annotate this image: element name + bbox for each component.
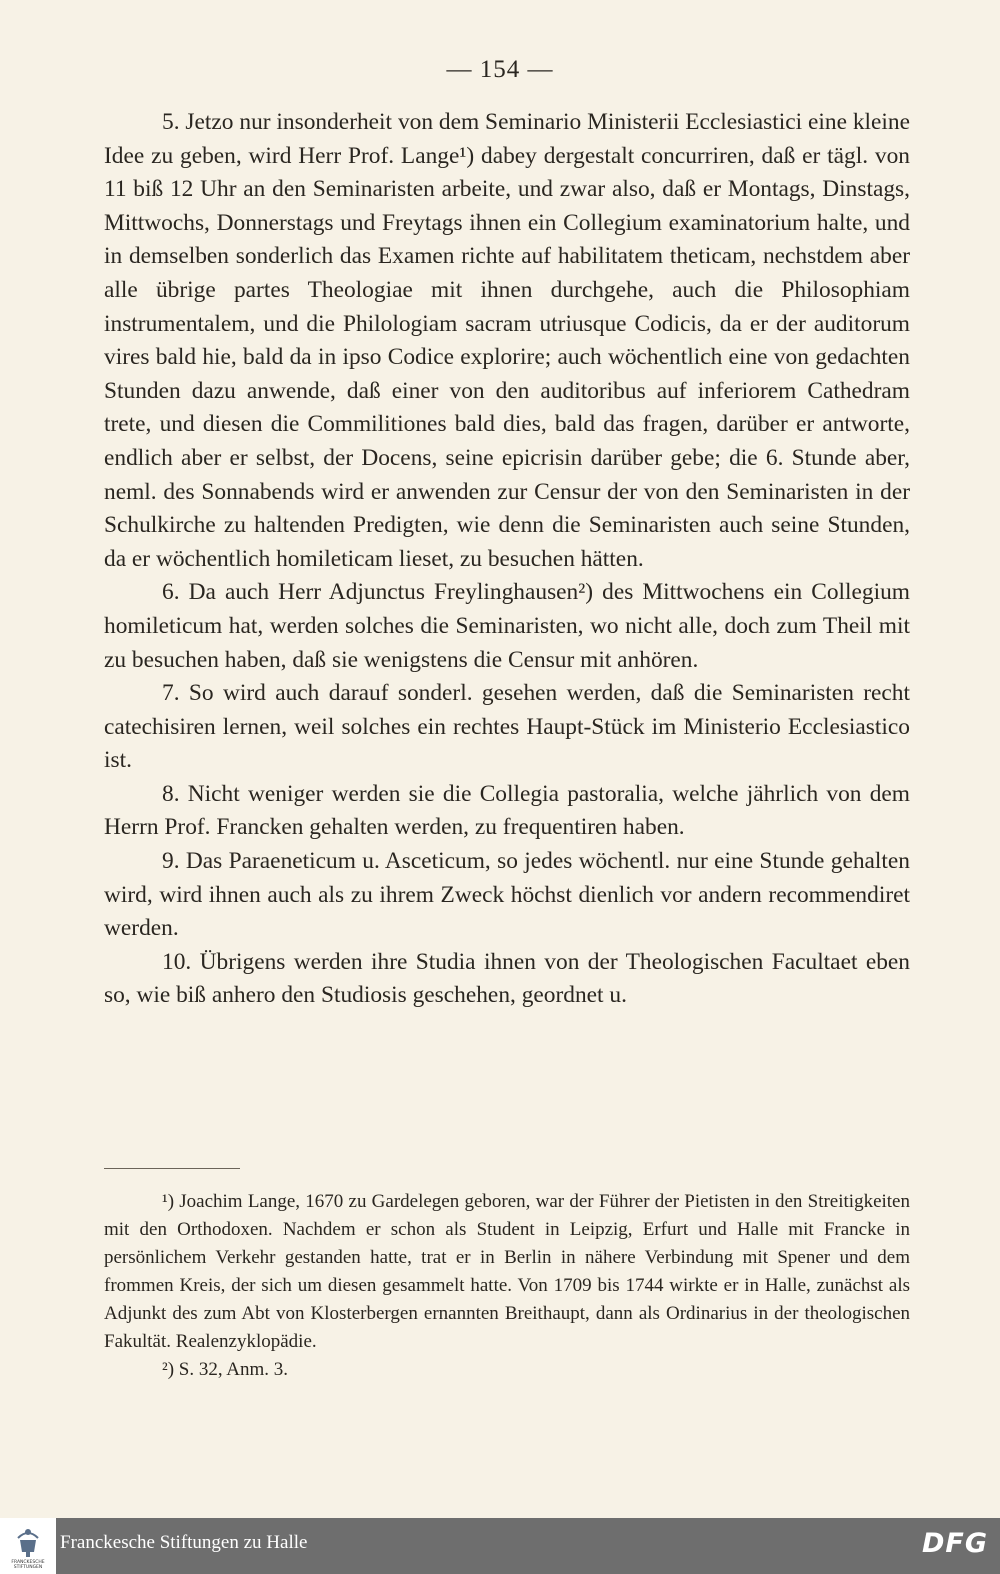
francke-logo[interactable] xyxy=(0,1518,56,1574)
main-text xyxy=(104,106,910,1013)
paragraph-5: 5. Jetzo nur insonderheit von dem Seminario Ministerii Ecclesiastici eine kleine Idee zu geben, wird Herr Prof. Lange¹) dabey dergestalt concurriren, daß er tägl. von 11 biß 12 Uhr an den Seminaristen arbeite, und zwar also, daß er Montags, Dinstags, Mittwochs, Donnerstags und Freytags ihnen ein Collegium examinatorium halte, und in demselben sonderlich das Examen richte auf habilitatem theticam, nechstdem aber alle übrige partes Theologiae mit ihnen durchgehe, auch die Philosophiam instrumentalem, und die Philologiam sacram utriusque Codicis, da er der auditorum vires bald hie, bald da in ipso Codice explorire; auch wöchentlich eine von gedachten Stunden dazu anwende, daß einer von den auditoribus auf inferiorem Cathedram trete, und diesen die Commilitiones bald dies, bald das fragen, darüber er antworte, endlich aber er selbst, der Docens, seine epicrisin darüber gebe; die 6. Stunde aber, neml. des Sonnabends wird er anwenden zur Censur der von den Seminaristen in der Schulkirche zu haltenden Predigten, wie denn die Seminaristen auch seine Stunden, da er wöchentlich homileticam lieset, zu besuchen hätten. xyxy=(104,109,910,572)
paragraph-7: 7. So wird auch darauf sonderl. gesehen werden, daß die Seminaristen recht catechisiren lernen, weil solches ein rechtes Haupt-Stück im Ministerio Ecclesiastico ist. xyxy=(104,680,910,774)
institution-link[interactable]: Franckesche Stiftungen zu Halle xyxy=(60,1532,308,1553)
footnotes xyxy=(104,1188,910,1384)
paragraph-8: 8. Nicht weniger werden sie die Collegia pastoralia, welche jährlich von dem Herrn Prof. Francken gehalten werden, zu frequentiren haben. xyxy=(104,780,910,841)
footnote-2: ²) S. 32, Anm. 3. xyxy=(162,1359,289,1380)
footnote-1: ¹) Joachim Lange, 1670 zu Gardelegen geboren, war der Führer der Pietisten in den Streitigkeiten mit den Orthodoxen. Nachdem er schon als Student in Leipzig, Erfurt und Halle mit Francke in persönlichem Verkehr gestanden hatte, trat er in Berlin in nähere Verbindung mit Spener und dem frommen Kreis, der sich um diesen gesammelt hatte. Von 1709 bis 1744 wirkte er in Halle, zunächst als Adjunkt des zum Abt von Klosterbergen ernannten Breithaupt, dann als Ordinarius in der theologischen Fakultät. Realenzyklopädie. xyxy=(104,1191,910,1352)
paragraph-9: 9. Das Paraeneticum u. Asceticum, so jedes wöchentl. nur eine Stunde gehalten wird, wird ihnen auch als zu ihrem Zweck höchst dienlich vor andern recommendiret werden. xyxy=(104,848,910,942)
paragraph-6: 6. Da auch Herr Adjunctus Freylinghausen²) des Mittwochens ein Collegium homileticum hat, werden solches die Seminaristen, wo nicht alle, doch zum Theil mit zu besuchen haben, daß sie wenigstens die Censur mit anhören. xyxy=(104,579,910,673)
paragraph-10: 10. Übrigens werden ihre Studia ihnen von der Theologischen Facultaet eben so, wie biß anhero den Studiosis geschehen, geordnet u. xyxy=(104,948,910,1009)
dfg-logo[interactable]: DFG xyxy=(921,1528,988,1559)
footnote-divider xyxy=(104,1168,240,1169)
viewer-footer-bar xyxy=(0,1518,1000,1574)
page-number: — 154 — xyxy=(446,56,554,83)
logo-caption: FRANCKESCHE STIFTUNGEN xyxy=(11,1560,45,1570)
francke-emblem-icon xyxy=(14,1524,42,1558)
